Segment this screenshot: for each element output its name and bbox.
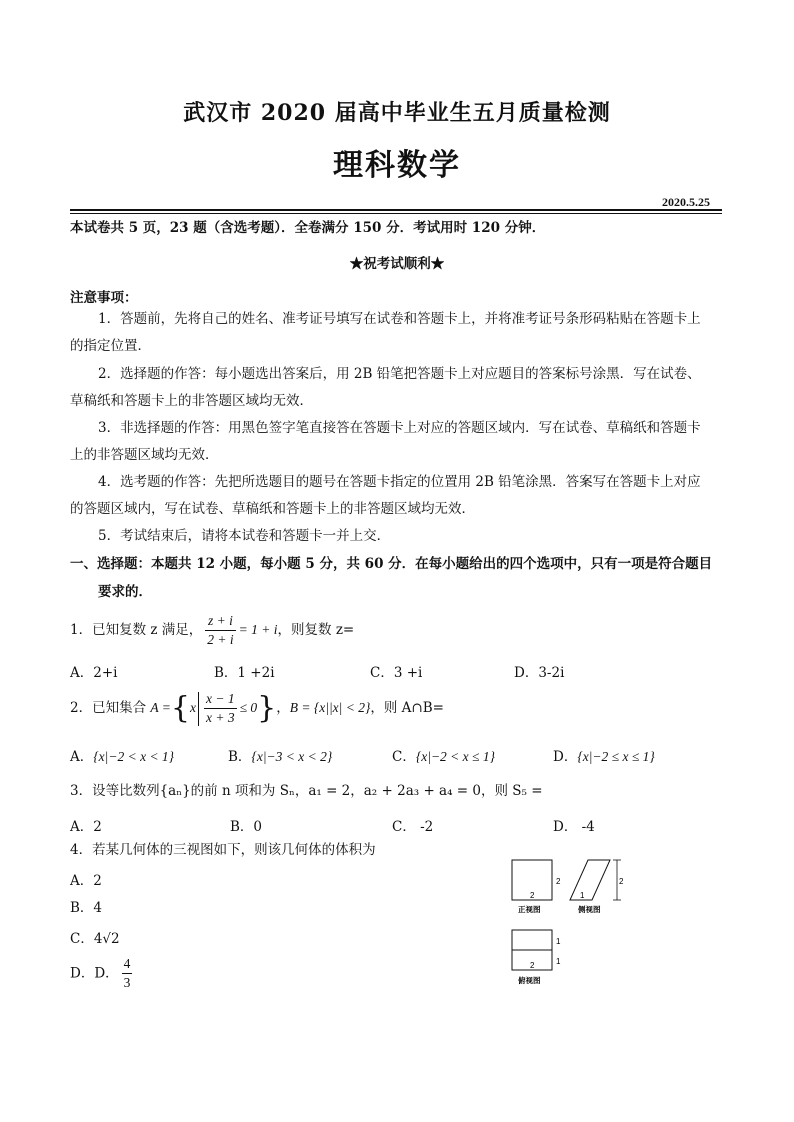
front-dim-bottom: 2 (530, 891, 535, 900)
header-rule (70, 209, 722, 214)
q1-fraction: $\frac{z + i}{2 + i}$ (207, 613, 234, 647)
top-dim-upper: 1 (556, 937, 561, 946)
q1-option-d: D．3-2i (514, 665, 565, 681)
q2-suffix: ，则 A∩B= (370, 700, 444, 716)
side-view-parallelogram (570, 860, 610, 900)
subject-title: 理科数学 (333, 148, 461, 183)
section-heading: 一、选择题：本题共 12 小题，每小题 5 分，共 60 分．在每小题给出的四个选项中，只有一项是符合题目 (70, 556, 713, 572)
notice-line: 4．选考题的作答：先把所选题目的题号在答题卡指定的位置用 2B 铅笔涂黑．答案写在答题卡上对应 (98, 474, 701, 490)
q1-option-b: B．1 +2i (214, 665, 275, 681)
top-dim-lower: 1 (556, 957, 561, 966)
top-dim-bottom: 2 (530, 961, 535, 970)
q2-setA-cond: ≤ 0 (239, 700, 258, 715)
q2-option-c: C．{x|−2 < x ≤ 1} (392, 749, 495, 765)
side-dim-right: 2 (619, 877, 624, 886)
q4-option-b: B．4 (70, 900, 103, 916)
notice-line: 3．非选择题的作答：用黑色签字笔直接答在答题卡上对应的答题区域内．写在试卷、草稿纸和答题卡 (98, 420, 701, 436)
side-view-label: 侧视图 (578, 905, 601, 914)
exam-title: 武汉市 2020 届高中毕业生五月质量检测 (183, 100, 611, 126)
q2-brace-close: } (257, 690, 277, 726)
q2-fraction: $\frac{x - 1}{x + 3}$ (205, 691, 235, 725)
notice-line: 上的非答题区域均无效． (70, 447, 219, 463)
q2-option-b: B．{x|−3 < x < 2} (228, 749, 333, 765)
q1-suffix: ，则复数 z= (277, 622, 355, 638)
q2-setB: B = {x||x| < 2} (289, 700, 371, 715)
question-4: 4．若某几何体的三视图如下，则该几何体的体积为 (70, 842, 376, 858)
q4-option-c: C．4√2 (70, 931, 120, 947)
section-heading-cont: 要求的． (98, 584, 152, 600)
notice-title: 注意事项： (70, 290, 138, 306)
notice-line: 的指定位置． (70, 338, 151, 354)
notice-line: 5．考试结束后，请将本试卷和答题卡一并上交． (98, 528, 391, 544)
front-view-label: 正视图 (518, 905, 541, 914)
front-dim-right: 2 (556, 877, 561, 886)
good-luck-wish: ★祝考试顺利★ (349, 256, 445, 272)
q3-option-a: A．2 (70, 819, 102, 835)
question-1 (70, 612, 354, 649)
q2-option-a: A．{x|−2 < x < 1} (70, 749, 175, 765)
q3-option-b: B．0 (230, 819, 263, 835)
side-dim-bottom: 1 (580, 891, 585, 900)
q2-prefix: 2．已知集合 (70, 700, 147, 716)
q4-option-a: A．2 (70, 873, 102, 889)
q2-setA-var: x (189, 700, 196, 715)
question-3: 3．设等比数列{aₙ}的前 n 项和为 Sₙ，a₁ = 2，a₂ + 2a₃ + a₄ = 0，则 S₅ = (70, 783, 543, 799)
q1-prefix: 1．已知复数 z 满足， (70, 622, 203, 638)
three-view-figure (500, 852, 640, 992)
notice-line: 1．答题前，先将自己的姓名、准考证号填写在试卷和答题卡上，并将准考证号条形码粘贴在答题卡上 (98, 311, 701, 327)
q1-option-a: A．2+i (70, 665, 118, 681)
q2-option-d: D．{x|−2 ≤ x ≤ 1} (553, 749, 655, 765)
exam-date: 2020.5.25 (662, 195, 710, 209)
notice-line: 2．选择题的作答：每小题选出答案后，用 2B 铅笔把答题卡上对应题目的答案标号涂黑．写在试卷、 (98, 366, 701, 382)
q3-option-d: D． -4 (553, 819, 595, 835)
q2-set-bar (198, 692, 199, 726)
exam-summary: 本试卷共 5 页，23 题（含选考题）．全卷满分 150 分．考试用时 120 分钟． (70, 220, 546, 236)
top-view-label: 俯视图 (518, 976, 541, 985)
q1-rhs: = 1 + i (238, 622, 278, 637)
q4-option-d: D．D． $\frac{4}{3}$ (70, 956, 131, 990)
q2-setA-name: A = (150, 700, 171, 715)
question-2: 2．已知集合 A ={x $\frac{x - 1}{x + 3}$ ≤ 0}，B = {x||x| < 2}，则 A∩B= (70, 690, 444, 726)
q2-brace-open: { (170, 690, 190, 726)
notice-line: 的答题区域内，写在试卷、草稿纸和答题卡上的非答题区域均无效． (70, 501, 475, 517)
q3-option-c: C． -2 (392, 819, 434, 835)
q1-option-c: C．3 +i (370, 665, 423, 681)
notice-line: 草稿纸和答题卡上的非答题区域均无效． (70, 393, 313, 409)
